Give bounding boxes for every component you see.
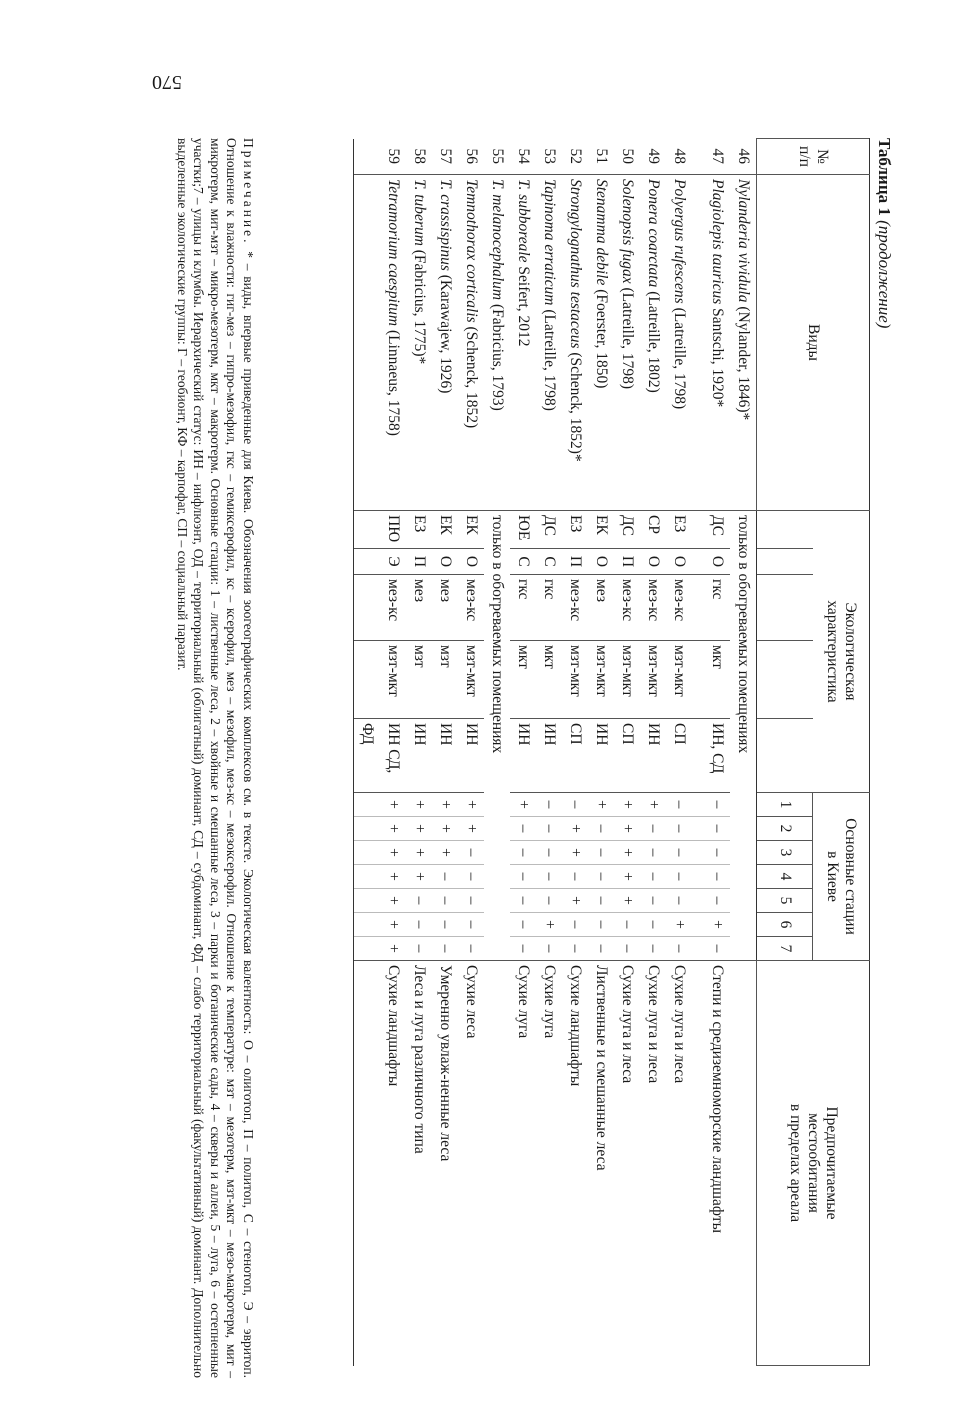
species-name xyxy=(562,175,588,511)
station-mark: + xyxy=(510,793,536,817)
row-number: 58 xyxy=(411,148,428,164)
row-gap xyxy=(692,139,704,1366)
hierarchical-status: ИН xyxy=(406,719,432,793)
header-species: Виды xyxy=(757,175,870,511)
station-mark: – xyxy=(432,889,458,913)
station-mark: – xyxy=(640,841,666,865)
station-mark: + xyxy=(354,841,407,865)
station-mark: – xyxy=(432,937,458,961)
habitat-cell: Сухие луга xyxy=(536,961,562,1366)
station-mark: – xyxy=(406,913,432,937)
station-mark: – xyxy=(704,889,730,913)
table-footnote xyxy=(174,138,257,1378)
station-mark: – xyxy=(536,889,562,913)
ecological-valence: О xyxy=(458,549,484,575)
gap-cell xyxy=(692,913,704,937)
station-mark: + xyxy=(406,865,432,889)
station-mark: + xyxy=(406,793,432,817)
humidity-relation: мез-кс xyxy=(666,575,692,641)
header-eco: Экологическая характеристика xyxy=(813,511,870,793)
table-title xyxy=(874,138,894,328)
temperature-relation: мзт-мкт xyxy=(640,641,666,719)
temperature-relation: мкт xyxy=(536,641,562,719)
zoogeographic-complex: ДС xyxy=(614,511,640,549)
species-name xyxy=(510,175,536,511)
species-latin-name: Tetramorium caespitum xyxy=(385,179,402,327)
station-mark: – xyxy=(666,817,692,841)
station-mark: – xyxy=(640,913,666,937)
table-row xyxy=(730,139,757,1366)
temperature-relation: мзт-мкт xyxy=(666,641,692,719)
station-num: 2 xyxy=(757,817,814,841)
humidity-relation: мез-кс xyxy=(614,575,640,641)
species-latin-name: Plagiolepis tauricus xyxy=(709,179,726,305)
heated-premises-note: только в обогреваемых помещениях xyxy=(730,511,757,961)
station-mark: – xyxy=(704,937,730,961)
habitat-cell: Сухие ландшафты xyxy=(354,961,407,1366)
station-mark: + xyxy=(614,817,640,841)
station-mark: – xyxy=(588,913,614,937)
station-mark: – xyxy=(614,937,640,961)
zoogeographic-complex: ДС xyxy=(536,511,562,549)
station-mark: – xyxy=(614,913,640,937)
ecological-valence: Э xyxy=(354,549,407,575)
station-mark: – xyxy=(562,865,588,889)
temperature-relation: мзт-мкт xyxy=(614,641,640,719)
species-author: (Foerster, 1850) xyxy=(593,285,610,389)
row-number: 52 xyxy=(567,148,584,164)
species-author: (Nylander, 1846)* xyxy=(735,302,752,421)
zoogeographic-complex: ЮЕ xyxy=(510,511,536,549)
station-mark: + xyxy=(562,889,588,913)
station-num: 1 xyxy=(757,793,814,817)
station-mark: + xyxy=(614,841,640,865)
species-name xyxy=(588,175,614,511)
station-mark: – xyxy=(666,793,692,817)
station-mark: – xyxy=(640,937,666,961)
footnote-text: * – виды, впервые приведенные для Киева. Обозначения зоогеографических комплексов см. в тексте. Экологическая валентность: О – олиготоп, П – политоп, С – стенотоп, Э – эвритоп. Отношение к влажности: гиг-мез – гипро-мезофил, гкс – гемиксерофил, кс – ксерофил, мез – мезофил, мез-кс – мезоксерофил. Отношение к температуре: мзт – мезотерм, мзт-мкт – мезо-макротерм, мит – микротерм, мит-мзт – микро-мезотерм, мкт – макротерм. Основные стации: 1 – лиственные леса, 2 – хвойные и смешанные леса, 3 – парки и ботанические сады, 4 – скверы и аллеи, 5 – луга, 6 – остепненные участки;7 – улицы и клумбы. Иерархический статус: ИН – инфлюэнт, ОД – территориальный (облигатный) доминант, СД – субдоминант, ФД – слабо территориальный (факультативный) доминант. Дополнительно выделенные экологические группы: Г – геобионт, КФ – карпофаг, СП – социальный паразит. xyxy=(175,138,256,1378)
row-number: 54 xyxy=(515,148,532,164)
hierarchical-status: СП xyxy=(614,719,640,793)
species-name xyxy=(536,175,562,511)
station-mark: – xyxy=(588,865,614,889)
station-num: 7 xyxy=(757,937,814,961)
station-mark: – xyxy=(458,865,484,889)
station-mark: – xyxy=(562,793,588,817)
table-row xyxy=(458,139,484,1366)
station-mark: – xyxy=(536,865,562,889)
zoogeographic-complex: ЕЗ xyxy=(406,511,432,549)
header-eco-sub xyxy=(757,641,814,719)
station-mark: + xyxy=(562,817,588,841)
table-body xyxy=(354,139,757,1366)
station-mark: – xyxy=(562,913,588,937)
humidity-relation: мез xyxy=(432,575,458,641)
gap-cell xyxy=(692,961,704,1366)
header-stations: Основные стации в Киеве xyxy=(813,793,870,961)
habitat-cell: Сухие луга и леса xyxy=(640,961,666,1366)
species-name xyxy=(406,175,432,511)
species-author: (Latreille, 1798) xyxy=(619,283,636,390)
hierarchical-status: ИН xyxy=(536,719,562,793)
species-latin-name: Solenopsis fugax xyxy=(619,179,636,284)
header-eco-sub xyxy=(757,511,814,549)
table-row xyxy=(588,139,614,1366)
page-number: 570 xyxy=(152,71,182,93)
humidity-relation: гкс xyxy=(536,575,562,641)
station-mark: – xyxy=(666,865,692,889)
temperature-relation: мзт-мкт xyxy=(354,641,407,719)
species-name xyxy=(614,175,640,511)
station-mark: + xyxy=(536,913,562,937)
station-mark: + xyxy=(354,937,407,961)
species-latin-name: Stenamma debile xyxy=(593,179,610,286)
ecological-valence: С xyxy=(510,549,536,575)
station-mark: + xyxy=(432,841,458,865)
species-latin-name: T. tuberum xyxy=(411,179,428,246)
species-latin-name: Strongylognathus testaceus xyxy=(567,179,584,349)
ecological-valence: О xyxy=(588,549,614,575)
station-mark: – xyxy=(666,889,692,913)
station-mark: – xyxy=(640,817,666,841)
station-mark: – xyxy=(562,937,588,961)
station-mark: – xyxy=(640,889,666,913)
ecological-valence: О xyxy=(432,549,458,575)
ecological-valence: О xyxy=(640,549,666,575)
humidity-relation: мез-кс xyxy=(640,575,666,641)
row-number: 46 xyxy=(735,148,752,164)
temperature-relation: мкт xyxy=(704,641,730,719)
hierarchical-status: ИН xyxy=(510,719,536,793)
station-mark: + xyxy=(704,913,730,937)
ecological-valence: П xyxy=(406,549,432,575)
habitat-cell: Сухие леса xyxy=(458,961,484,1366)
gap-cell xyxy=(692,511,704,549)
hierarchical-status: ИН xyxy=(588,719,614,793)
row-number: 49 xyxy=(645,148,662,164)
gap-cell xyxy=(692,793,704,817)
header-eco-sub xyxy=(757,719,814,793)
gap-cell xyxy=(692,817,704,841)
species-latin-name: Ponera coarctata xyxy=(645,179,662,288)
row-number: 59 xyxy=(354,139,407,175)
station-mark: + xyxy=(354,817,407,841)
station-mark: – xyxy=(536,817,562,841)
species-name xyxy=(730,175,757,511)
species-author: (Fabricius, 1775)* xyxy=(411,245,428,365)
habitat-cell: Лиственные и смешанные леса xyxy=(588,961,614,1366)
species-author: (Latreille, 1798) xyxy=(541,305,558,411)
station-num: 5 xyxy=(757,889,814,913)
species-table xyxy=(353,138,870,1366)
humidity-relation: мез-кс xyxy=(562,575,588,641)
temperature-relation: мзт-мкт xyxy=(562,641,588,719)
zoogeographic-complex: ЕЗ xyxy=(666,511,692,549)
row-number: 53 xyxy=(541,148,558,164)
gap-cell xyxy=(692,865,704,889)
ecological-valence: П xyxy=(614,549,640,575)
station-mark: – xyxy=(510,841,536,865)
habitat-cell xyxy=(730,961,757,1366)
station-mark: – xyxy=(510,865,536,889)
gap-cell xyxy=(692,641,704,719)
table-row xyxy=(562,139,588,1366)
zoogeographic-complex: ЕК xyxy=(588,511,614,549)
station-mark: – xyxy=(588,817,614,841)
hierarchical-status: СП xyxy=(562,719,588,793)
station-mark: + xyxy=(458,817,484,841)
zoogeographic-complex: ЕЗ xyxy=(562,511,588,549)
station-mark: – xyxy=(510,817,536,841)
station-mark: – xyxy=(704,841,730,865)
hierarchical-status: ИН, СД xyxy=(704,719,730,793)
species-author: Santschi, 1920* xyxy=(709,304,726,408)
species-name xyxy=(484,175,510,511)
station-mark: – xyxy=(588,937,614,961)
station-mark: – xyxy=(458,937,484,961)
species-name xyxy=(704,175,730,511)
station-mark: + xyxy=(562,841,588,865)
species-name xyxy=(432,175,458,511)
species-author: (Linnaeus, 1758) xyxy=(385,326,402,436)
humidity-relation: мез xyxy=(406,575,432,641)
table-row xyxy=(354,139,407,1366)
gap-cell xyxy=(692,841,704,865)
station-mark: – xyxy=(588,841,614,865)
station-num: 6 xyxy=(757,913,814,937)
species-author: (Schenck, 1852)* xyxy=(567,348,584,462)
gap-cell xyxy=(692,175,704,511)
row-number: 50 xyxy=(619,148,636,164)
station-mark: + xyxy=(354,913,407,937)
table-row xyxy=(704,139,730,1366)
station-mark: – xyxy=(588,889,614,913)
species-latin-name: Polyergus rufescens xyxy=(671,179,688,304)
habitat-cell: Сухие луга и леса xyxy=(614,961,640,1366)
station-mark: – xyxy=(666,841,692,865)
habitat-cell: Сухие луга xyxy=(510,961,536,1366)
species-latin-name: Tapinoma erraticum xyxy=(541,179,558,306)
station-mark: – xyxy=(536,937,562,961)
row-number: 57 xyxy=(437,148,454,164)
station-mark: – xyxy=(432,865,458,889)
humidity-relation: гкс xyxy=(510,575,536,641)
ecological-valence: С xyxy=(536,549,562,575)
hierarchical-status: ИН СД, ФД xyxy=(354,719,407,793)
table-row xyxy=(432,139,458,1366)
station-mark: – xyxy=(458,841,484,865)
station-mark: + xyxy=(354,793,407,817)
station-mark: – xyxy=(406,889,432,913)
habitat-cell xyxy=(484,961,510,1366)
temperature-relation: мзт-мкт xyxy=(458,641,484,719)
station-mark: + xyxy=(432,817,458,841)
hierarchical-status: СП xyxy=(666,719,692,793)
hierarchical-status: ИН xyxy=(458,719,484,793)
table-row xyxy=(406,139,432,1366)
ecological-valence: О xyxy=(666,549,692,575)
station-num: 3 xyxy=(757,841,814,865)
zoogeographic-complex: ДС xyxy=(704,511,730,549)
species-latin-name: Temnothorax corticalis xyxy=(463,179,480,323)
humidity-relation: гкс xyxy=(704,575,730,641)
station-mark: + xyxy=(666,913,692,937)
habitat-cell: Сухие ландшафты xyxy=(562,961,588,1366)
station-mark: – xyxy=(510,889,536,913)
station-mark: – xyxy=(704,793,730,817)
station-mark: – xyxy=(704,817,730,841)
species-latin-name: T. melanocephalum xyxy=(489,179,506,301)
temperature-relation: мзт xyxy=(406,641,432,719)
footnote-heading: Примечание. xyxy=(241,138,256,246)
table-row xyxy=(536,139,562,1366)
hierarchical-status: ИН xyxy=(640,719,666,793)
station-mark: – xyxy=(510,913,536,937)
station-mark: – xyxy=(510,937,536,961)
station-mark: + xyxy=(614,889,640,913)
heated-premises-note: только в обогреваемых помещениях xyxy=(484,511,510,961)
humidity-relation: мез-кс xyxy=(354,575,407,641)
species-author: (Latreille, 1798) xyxy=(671,303,688,410)
table-title-label: Таблица 1 xyxy=(875,138,894,216)
header-eco-sub xyxy=(757,575,814,641)
table-row xyxy=(484,139,510,1366)
species-author: (Karawajew, 1926) xyxy=(437,270,454,394)
row-number: 55 xyxy=(489,148,506,164)
temperature-relation: мзт-мкт xyxy=(588,641,614,719)
species-latin-name: T. subboreale xyxy=(515,179,532,263)
station-mark: – xyxy=(704,865,730,889)
station-mark: – xyxy=(536,793,562,817)
gap-cell xyxy=(692,889,704,913)
station-mark: – xyxy=(458,913,484,937)
species-author: (Fabricius, 1793) xyxy=(489,300,506,411)
gap-cell xyxy=(692,139,704,175)
habitat-cell: Леса и луга различного типа xyxy=(406,961,432,1366)
zoogeographic-complex: ЕК xyxy=(458,511,484,549)
station-mark: + xyxy=(432,793,458,817)
station-mark: – xyxy=(406,937,432,961)
species-name xyxy=(666,175,692,511)
hierarchical-status: ИН xyxy=(432,719,458,793)
station-mark: + xyxy=(588,793,614,817)
station-mark: – xyxy=(666,937,692,961)
zoogeographic-complex: ЕК xyxy=(432,511,458,549)
species-author: (Latreille, 1802) xyxy=(645,287,662,393)
station-mark: + xyxy=(354,865,407,889)
table-row xyxy=(510,139,536,1366)
gap-cell xyxy=(692,575,704,641)
ecological-valence: П xyxy=(562,549,588,575)
header-eco-sub xyxy=(757,549,814,575)
species-name xyxy=(354,175,407,511)
zoogeographic-complex: ПЮ xyxy=(354,511,407,549)
station-mark: – xyxy=(432,913,458,937)
table-row xyxy=(666,139,692,1366)
table-row xyxy=(614,139,640,1366)
station-mark: – xyxy=(536,841,562,865)
station-mark: + xyxy=(640,793,666,817)
station-mark: + xyxy=(354,889,407,913)
station-mark: + xyxy=(406,817,432,841)
habitat-cell: Умеренно увлаж-ненные леса xyxy=(432,961,458,1366)
humidity-relation: мез-кс xyxy=(458,575,484,641)
station-mark: + xyxy=(614,865,640,889)
row-number: 47 xyxy=(709,148,726,164)
species-author: Seifert, 2012 xyxy=(515,262,532,347)
header-habitat: Предпочитаемые местообитания в пределах ареала xyxy=(757,961,870,1366)
temperature-relation: мзт xyxy=(432,641,458,719)
species-latin-name: T. crassispinus xyxy=(437,179,454,271)
station-mark: + xyxy=(458,793,484,817)
station-mark: + xyxy=(406,841,432,865)
station-mark: – xyxy=(458,889,484,913)
humidity-relation: мез xyxy=(588,575,614,641)
species-name xyxy=(640,175,666,511)
gap-cell xyxy=(692,937,704,961)
species-latin-name: Nylanderia vividula xyxy=(735,179,752,303)
gap-cell xyxy=(692,549,704,575)
table-row xyxy=(640,139,666,1366)
row-number: 56 xyxy=(463,148,480,164)
habitat-cell: Степи и средиземноморские ландшафты xyxy=(704,961,730,1366)
species-author: (Schenck, 1852) xyxy=(463,322,480,429)
zoogeographic-complex: СР xyxy=(640,511,666,549)
header-num: № п/п xyxy=(757,139,870,175)
station-mark: – xyxy=(640,865,666,889)
habitat-cell: Сухие луга и леса xyxy=(666,961,692,1366)
row-number: 48 xyxy=(671,148,688,164)
station-num: 4 xyxy=(757,865,814,889)
ecological-valence: О xyxy=(704,549,730,575)
table-title-continuation: (продолжение) xyxy=(875,220,894,329)
gap-cell xyxy=(692,719,704,793)
row-number: 51 xyxy=(593,148,610,164)
temperature-relation: мкт xyxy=(510,641,536,719)
species-name xyxy=(458,175,484,511)
station-mark: + xyxy=(614,793,640,817)
